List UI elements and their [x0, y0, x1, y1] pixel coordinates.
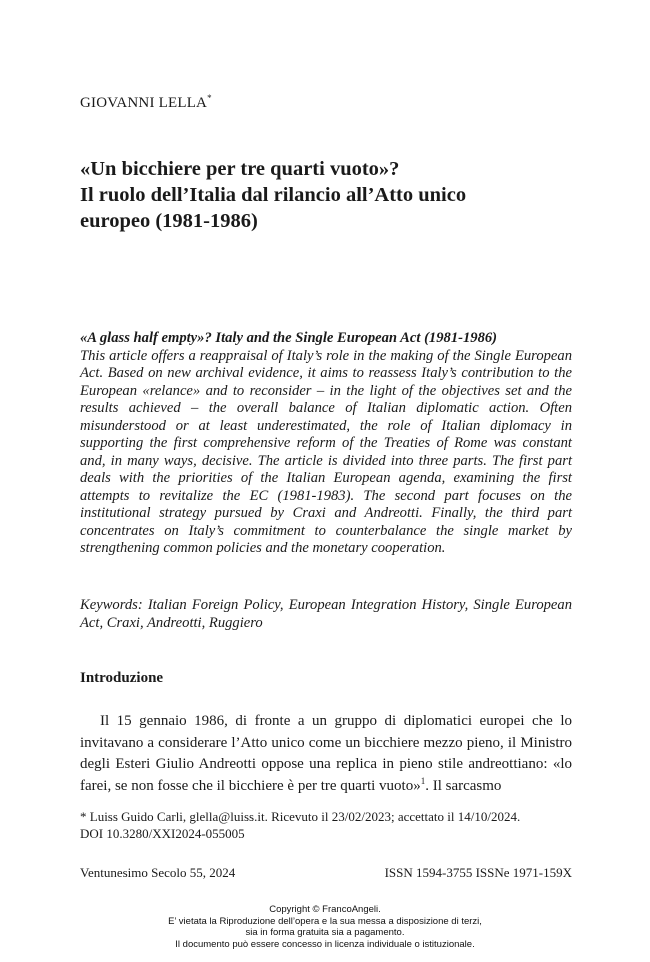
issn-info: ISSN 1594-3755 ISSNe 1971-159X [384, 865, 572, 880]
journal-citation: Ventunesimo Secolo 55, 2024 [80, 865, 236, 880]
title-line-3: europeo (1981-1986) [80, 210, 258, 232]
title-line-2: Il ruolo dell’Italia dal rilancio all’Atto unico [80, 184, 467, 206]
copyright-notice [0, 904, 650, 950]
article-title [80, 156, 580, 234]
keywords: Keywords: Italian Foreign Policy, European Integration History, Single European Act, Craxi, Andreotti, Ruggiero [80, 597, 572, 631]
abstract-text: This article offers a reappraisal of Italy’s role in the making of the Single European Act. Based on new archival evidence, it aims to reassess Italy’s contribution to the European «relance» and to reconsider – in the light of the objectives set and the results achieved – the overall balance of Italian diplomatic action. Often misunderstood or at least underestimated, the role of Italian diplomacy in supporting the first comprehensive reform of the Treaties of Rome was constant and, in many ways, decisive. The article is divided into three parts. The first part deals with the priorities of the Italian European agenda, examining the first attempts to revitalize the EC (1981-1983). The second part focuses on the institutional strategy pursued by Craxi and Andreotti. Finally, the third part concentrates on Italy’s commitment to counterbalance the single market by strengthening common policies and the monetary cooperation. [80, 347, 572, 556]
footnote-affiliation: * Luiss Guido Carli, glella@luiss.it. Ricevuto il 23/02/2023; accettato il 14/10/2024. [80, 809, 521, 824]
abstract [80, 330, 572, 558]
body-paragraph-text: Il 15 gennaio 1986, di fronte a un gruppo di diplomatici europei che lo invitavano a considerare l’Atto unico come un bicchiere mezzo pieno, il Ministro degli Esteri Giulio Andreotti oppose una replica in pieno stile andreottiano: «lo farei, se non fosse che il bicchiere è per tre quarti vuoto» [80, 713, 572, 794]
footnote-doi: DOI 10.3280/XXI2024-055005 [80, 826, 245, 841]
author-footnote-mark: * [207, 93, 212, 103]
author-name-text: GIOVANNI LELLA [80, 95, 208, 111]
title-line-1: «Un bicchiere per tre quarti vuoto»? [80, 158, 400, 180]
copyright-line-3: sia in forma gratuita sia a pagamento. [245, 927, 405, 938]
section-heading: Introduzione [80, 670, 164, 686]
footnote-ref: 1 [420, 775, 426, 786]
copyright-line-1: Copyright © FrancoAngeli. [269, 904, 381, 915]
author-footnote [80, 808, 580, 842]
author-name [80, 95, 212, 112]
body-paragraph [80, 711, 572, 797]
copyright-line-4: Il documento può essere concesso in licenza individuale o istituzionale. [175, 938, 475, 950]
copyright-line-2: E’ vietata la Riproduzione dell’opera e la sua messa a disposizione di terzi, [168, 915, 482, 927]
abstract-title: «A glass half empty»? Italy and the Single European Act (1981-1986) [80, 330, 498, 346]
body-paragraph-tail: . Il sarcasmo [425, 777, 502, 794]
